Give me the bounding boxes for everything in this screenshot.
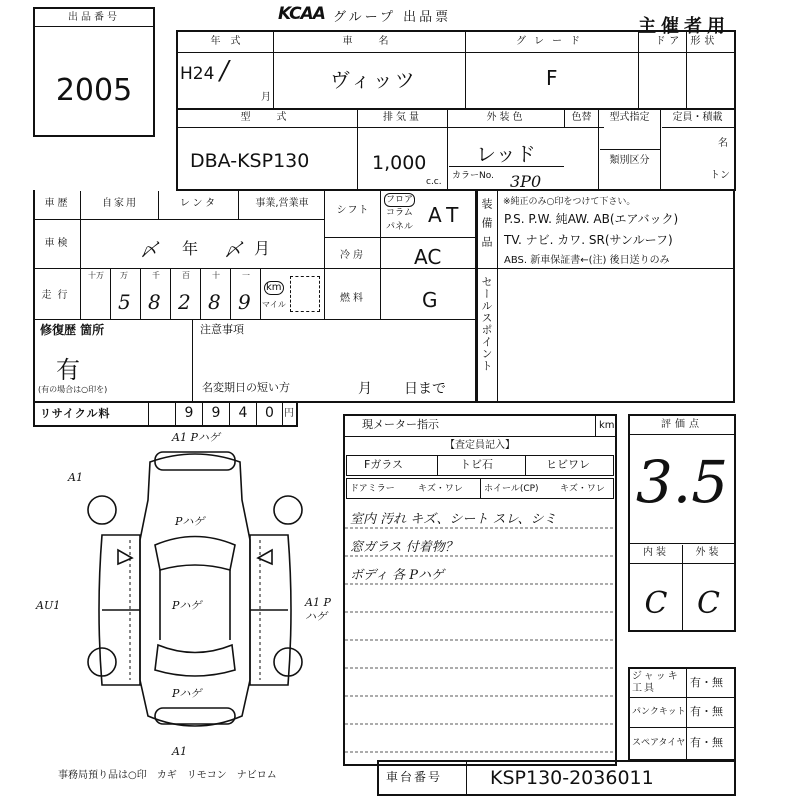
rule xyxy=(380,191,381,319)
mileage-dashed-box xyxy=(290,276,320,312)
shift-option-panel: パネル xyxy=(386,222,414,232)
rule xyxy=(595,416,596,436)
puncture-kit-label: パンクキット xyxy=(632,707,686,717)
rule xyxy=(325,237,475,238)
year-month-suffix: 月 xyxy=(261,92,271,103)
damage-mark-front: A1 Pハゲ xyxy=(172,431,220,444)
notes-label: 注意事項 xyxy=(200,323,244,336)
wheel-scratch-label: キズ・ワレ xyxy=(560,484,605,494)
damage-mark-trunk: Pハゲ xyxy=(172,687,202,700)
rule xyxy=(282,403,283,425)
model-label: 型 式 xyxy=(240,112,295,123)
recycle-unit: 円 xyxy=(284,408,294,419)
rule xyxy=(497,191,498,403)
chassis-value: KSP130-2036011 xyxy=(490,767,654,789)
rule xyxy=(260,269,261,319)
rule xyxy=(178,127,604,128)
office-note: 事務局預り品は○印 カギ リモコン ナビロム xyxy=(58,770,277,781)
door-shape-label: ドア 形状 xyxy=(655,36,719,47)
history-option-private: 自家用 xyxy=(102,198,138,209)
ac-value: AC xyxy=(414,245,442,269)
displacement-unit: c.c. xyxy=(426,177,442,187)
rule xyxy=(686,669,687,759)
rule xyxy=(200,269,201,319)
rule xyxy=(170,269,171,319)
history-option-rental: レンタ xyxy=(179,198,219,209)
remark-line-3: ボディ 各 Pハゲ xyxy=(350,568,444,583)
puncture-kit-value: 有・無 xyxy=(690,705,723,718)
inspection-month-mark: 〆 xyxy=(224,240,242,261)
persons-unit: 名 xyxy=(718,138,728,149)
displacement-value: 1,000 xyxy=(372,152,427,174)
rule xyxy=(477,268,733,269)
exterior-label: 外装 xyxy=(695,547,722,558)
expiry-day-unit: 日まで xyxy=(404,381,446,397)
km-option: km xyxy=(266,282,282,293)
rule xyxy=(437,455,438,476)
mileage-digit: 8 xyxy=(208,290,221,314)
rule xyxy=(238,191,239,219)
inspection-label: 車検 xyxy=(44,238,71,249)
damage-mark-left-front: A1 xyxy=(68,471,83,484)
rule xyxy=(230,269,231,319)
rule xyxy=(35,319,475,320)
door-mirror-scratch-label: キズ・ワレ xyxy=(418,484,463,494)
damage-mark-hood: Pハゲ xyxy=(175,515,205,528)
inspector-label: 【査定員記入】 xyxy=(445,440,515,451)
interior-grade: C xyxy=(644,586,668,621)
interior-label: 内装 xyxy=(643,547,669,558)
mileage-digit: 5 xyxy=(118,290,131,314)
expiry-month-unit: 月 xyxy=(358,381,372,397)
equipment-note: ※純正のみ○印をつけて下さい。 xyxy=(503,197,636,207)
meter-label: 現メーター指示 xyxy=(362,418,439,431)
recycle-digit: 4 xyxy=(238,405,248,421)
chassis-label: 車台番号 xyxy=(386,770,443,784)
recycle-digit: 0 xyxy=(265,405,274,421)
shift-label: シフト xyxy=(336,205,370,216)
meter-km-unit: km xyxy=(599,420,615,431)
damage-mark-left-side: AU1 xyxy=(36,599,61,612)
rule xyxy=(324,191,325,319)
capacity-label: 定員・積載 xyxy=(672,112,723,123)
history-option-business: 事業,営業車 xyxy=(255,198,309,209)
wheel-label: ホイール(CP) xyxy=(484,484,539,494)
mileage-digit: 2 xyxy=(178,290,191,314)
jack-tools-value: 有・無 xyxy=(690,676,723,689)
rule xyxy=(630,727,734,728)
jack-tools-label: ジャッキ工具 xyxy=(632,671,680,694)
color-change-label: 色替 xyxy=(571,112,592,123)
rule xyxy=(178,108,734,110)
rule xyxy=(345,436,615,437)
rule xyxy=(662,127,734,128)
rule xyxy=(466,762,467,794)
brand-logo: KCAA xyxy=(278,4,325,24)
stone-chip-label: トビ石 xyxy=(460,458,493,471)
lot-number-value: 2005 xyxy=(55,73,133,108)
shift-value: AT xyxy=(428,203,465,227)
repair-label: 修復歴 箇所 xyxy=(40,323,105,337)
rule xyxy=(192,320,193,402)
digit-label-100: 百 xyxy=(182,271,190,280)
digit-label-10: 十 xyxy=(212,271,220,280)
remark-line-2: 窓ガラス 付着物？ xyxy=(350,540,458,555)
crack-label: ヒビワレ xyxy=(546,458,590,471)
rule xyxy=(140,269,141,319)
digit-label-1k: 千 xyxy=(152,271,160,280)
digit-label-100k: 十万 xyxy=(88,271,104,280)
exterior-color-label: 外装色 xyxy=(486,112,526,123)
inspection-month-unit: 月 xyxy=(254,239,271,258)
rule xyxy=(630,434,734,435)
door-mirror-label: ドアミラー xyxy=(350,484,395,494)
damage-mark-right-side: A1 Pハゲ xyxy=(305,596,331,623)
recycle-label: リサイクル料 xyxy=(40,407,111,420)
car-name-label: 車 名 xyxy=(342,36,397,47)
mileage-digit: 9 xyxy=(238,290,251,314)
grade-value: F xyxy=(546,66,558,90)
rule xyxy=(480,478,481,499)
exterior-grade: C xyxy=(697,586,720,621)
damage-mark-roof: Pハゲ xyxy=(172,599,202,612)
inspection-year-unit: 年 xyxy=(182,239,199,258)
repair-note: (有の場合は○印を) xyxy=(38,385,108,394)
car-name-value: ヴィッツ xyxy=(330,68,417,92)
f-glass-label: Fガラス xyxy=(364,458,403,471)
displacement-label: 排気量 xyxy=(383,112,422,123)
short-expiry-label: 名変期日の短い方 xyxy=(202,381,290,394)
equipment-line1: P.S. P.W. 純AW. AB(エアバック) xyxy=(504,212,679,226)
organizer-label: 主催者用 xyxy=(638,16,730,37)
ac-label: 冷房 xyxy=(340,250,366,261)
digit-label-1: 一 xyxy=(242,271,250,280)
rule xyxy=(148,403,149,425)
rule xyxy=(35,219,324,220)
mileage-digit: 8 xyxy=(148,290,161,314)
class-label: 類別区分 xyxy=(609,155,650,166)
model-spec-label: 型式指定 xyxy=(609,112,650,123)
row1-header-rule xyxy=(178,52,734,53)
equipment-line3: ABS. 新車保証書←(注) 後日送りのみ xyxy=(504,255,670,266)
lot-number-box xyxy=(33,7,155,137)
history-label: 車歴 xyxy=(44,198,71,209)
lot-number-label: 出品番号 xyxy=(35,9,153,27)
rule xyxy=(630,543,734,544)
color-no-value: 3P0 xyxy=(510,172,542,191)
fuel-label: 燃料 xyxy=(340,293,366,304)
color-no-label: カラーNo. xyxy=(452,171,494,181)
score-value: 3.5 xyxy=(635,448,729,516)
score-label: 評価点 xyxy=(661,419,703,430)
exterior-color-value: レッド xyxy=(476,142,536,166)
rule xyxy=(449,166,564,167)
model-value: DBA-KSP130 xyxy=(190,150,310,172)
rule xyxy=(475,191,476,403)
rule xyxy=(35,268,475,269)
spare-tire-value: 有・無 xyxy=(690,736,723,749)
rule xyxy=(158,191,159,219)
damage-mark-rear: A1 xyxy=(172,745,187,758)
inspection-year-mark: 〆 xyxy=(140,240,158,261)
rule xyxy=(630,697,734,698)
rule xyxy=(80,191,81,319)
year-value: H24 xyxy=(180,64,215,84)
year-slash: / xyxy=(220,56,229,86)
digit-label-10k: 万 xyxy=(120,271,128,280)
shift-option-floor: フロア xyxy=(386,195,414,205)
group-title: グループ 出品票 xyxy=(333,10,452,25)
recycle-digit: 9 xyxy=(184,405,194,421)
equipment-side-label: 装備品 xyxy=(480,198,493,255)
selling-points-label: セールスポイント xyxy=(480,276,493,372)
repair-value: 有 xyxy=(56,356,80,384)
remark-line-1: 室内 汚れ キズ、シート スレ、シミ xyxy=(350,512,557,527)
rule xyxy=(110,269,111,319)
equipment-line2: TV. ナビ. カワ. SR(サンルーフ) xyxy=(504,233,673,247)
mileage-label: 走行 xyxy=(41,290,74,301)
year-label: 年 式 xyxy=(210,36,241,47)
rule xyxy=(525,455,526,476)
tons-unit: トン xyxy=(710,170,730,181)
grade-label: グレード xyxy=(516,36,588,47)
shift-option-column: コラム xyxy=(386,208,413,218)
rule xyxy=(600,149,660,150)
recycle-digit: 9 xyxy=(211,405,221,421)
fuel-value: G xyxy=(422,288,438,312)
mile-option: マイル xyxy=(262,300,286,309)
spare-tire-label: スペアタイヤ xyxy=(632,738,686,748)
